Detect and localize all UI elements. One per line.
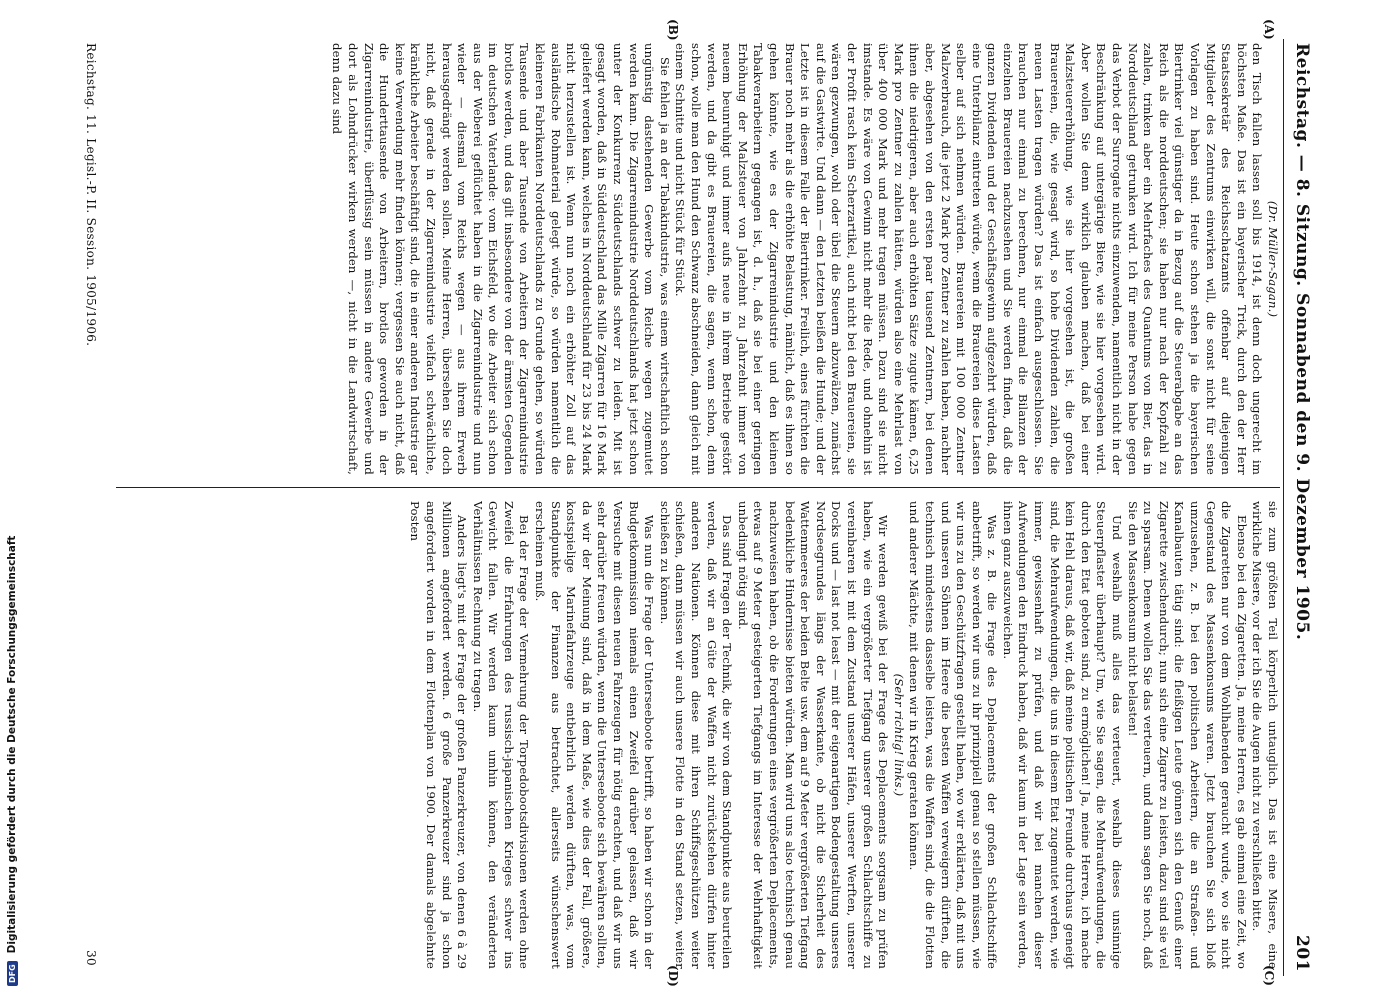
- right-paragraph-9: Anders liegt's mit der Frage der großen Panzerkreuzer, von denen 6 à 29 Millionen angefordert werden. 6 große Panzerkreuzer sind ja schon angefordert worden in dem Flottenplan von 1900. Der damals abgelehnte Posten: [408, 501, 470, 969]
- dfg-logo-icon: DFG: [7, 961, 18, 986]
- header-rule: [1283, 39, 1284, 976]
- margin-marker-a: (A): [1262, 19, 1276, 40]
- document-page: [60, 15, 1320, 990]
- margin-marker-d: (D): [666, 965, 680, 987]
- right-paragraph-8: Bei der Frage der Vermehrung der Torpedobootsdivisionen werden ohne Zweifel die Erfahrungen des russisch-japanischen Krieges schwer ins Gewicht fallen. Wir werden kaum umhin können, den veränderten Verhältnissen Rechnung zu tragen.: [470, 501, 532, 969]
- footer-sheet-number: 30: [84, 950, 98, 966]
- margin-marker-b: (B): [666, 19, 680, 41]
- interjection: (Sehr richtig! links.): [891, 673, 906, 797]
- right-column: [116, 501, 1280, 969]
- left-column: [116, 43, 1280, 475]
- page-number: 201: [1292, 935, 1312, 972]
- right-paragraph-1: sie zum größten Teil körperlich untauglich. Das ist eine Misere, eine wirkliche Misere, vor der ich Sie die Augen nicht zu verschließen bitte.: [1250, 501, 1280, 969]
- footer-publication: Reichstag. 11. Legisl.-P. II. Session. 1905/1906.: [84, 43, 98, 347]
- digitization-credit: [2, 0, 22, 1000]
- speaker-label: (Dr. Müller-Sagan.): [1266, 200, 1280, 318]
- page-footer: [74, 43, 98, 966]
- margin-marker-c: (C): [1262, 965, 1276, 986]
- scanned-page-frame: [60, 15, 1320, 990]
- column-divider: [116, 487, 1280, 488]
- right-paragraph-6: Das sind Fragen der Technik, die wir von dem Standpunkte aus beurteilen werden, daß wir an Güte der Waffen nicht zurückstehen dürfen hinter anderen Nationen. Können diese mit ihren Schiffsgeschützen weiter schießen, dann müssen wir auch unsere Flotte in den Stand setzen, weiter schießen zu können.: [657, 501, 735, 969]
- right-paragraph-5: Wir werden gewiß bei der Frage des Deplacements sorgsam zu prüfen haben, wie ein vergrößerter Tiefgang unserer großen Schlachtschiffe zu vereinbaren ist mit dem Zustand unserer Häfen, unserer Werften, unserer Docks und — last not least — mit der eigenartigen Bodengestaltung unseres Nordseegrundes längs der Wasserkante, ob nicht die Sicherheit des Wattenmeeres der beiden Belte usw. dem auf 9 Meter vergrößerten Tiefgang bedenkliche Hindernisse bieten würden. Man wird uns also technisch genau nachzuweisen haben, ob die Forderungen eines vergrößerten Deplacements, etwas auf 9 Meter gesteigerten Tiefgangs im Interesse der Wehrhaftigkeit unbedingt nötig sind.: [735, 501, 891, 969]
- running-header: [1284, 43, 1312, 972]
- digitization-credit-text: Digitalisierung gefördert durch die Deutsche Forschungsgemeinschaft: [6, 535, 18, 954]
- right-paragraph-2: Ebenso bei den Zigaretten. Ja, meine Herren, es gab einmal eine Zeit, wo die Zigaretten nur von dem Wohlhabenden geraucht wurde, wo sie nicht Gegenstand des Massenkonsums waren. Jetzt brauchen Sie sich bloß umzusehen, z. B. bei den politischen Arbeitern, die an Straßen- und Kanalbauten tätig sind: die fleißigen Leute gönnen sich den Genuß einer Zigarette zwischendurch; nun sich eine Zigarre zu leisten, dazu sind sie viel zu sparsam. Denen wollen Sie das verteuern, und dann sagen Sie noch, daß Sie den Massenkonsum nicht belasten!: [1125, 501, 1249, 969]
- right-paragraph-3: Und weshalb muß alles das verteuert, weshalb dieses unsinnige Steuerpflaster überhaupt? Um, wie Sie sagen, die Mehraufwendungen, die durch den Etat geboten sind, zu ermöglichen! Ja, meine Herren, ich mache kein Hehl daraus, daß wir, daß meine politischen Freunde durchaus geneigt sind, die Mehraufwendungen, die uns in diesem Etat zugemutet werden, wie immer, gewissenhaft zu prüfen, und daß wir bei manchen dieser Aufwendungen den Eindruck haben, daß wir kaum in der Lage sein werden, ihnen ganz auszuweichen.: [1000, 501, 1125, 969]
- left-paragraph-2: Sie fehlen ja an der Tabakindustrie, was einem wirtschaftlich schon ungünstig dastehenden Gewerbe vom Reiche wegen zugemutet werden kann. Die Zigarrenindustrie Norddeutschlands hat jetzt schon unter der Konkurrenz Süddeutschlands schwer zu leiden. Mit ist gesagt worden, daß in Süddeutschland das Mille Zigarren für 16 Mark geliefert werden kann, welches in Norddeutschland für 23 bis 24 Mark nicht herzustellen ist. Wenn nun noch ein erhöhter Zoll auf das ausländische Rohmaterial gelegt würde, so würden namentlich die kleineren Fabrikanten Norddeutschlands zu Grunde gehen, so würden Tausende und aber Tausende von Arbeitern der Zigarrenindustrie brotlos werden, und das gilt insbesondere von der ärmsten Gegenden im deutschen Vaterlande: vom Eichsfeld, wo die Arbeiter sich schon aus der Weberei geflüchtet haben in die Zigarrenindustrie und nun wieder — diesmal vom Reichs wegen — aus ihrem Erwerb herausgedrängt werden sollen. Meine Herren, übersehen Sie doch nicht, daß gerade in der Zigarrenindustrie vielfach schwächliche, kränkliche Arbeiter beschäftigt sind, die in einer anderen Industrie gar keine Verwendung mehr finden können; vergessen Sie auch nicht, daß die Hunderttausende von Arbeitern, brotlos geworden in der Zigarrenindustrie, überflüssig sein müssen in andere Gewerbe und dort als Lohndrücker wirken werden —, nicht in die Landwirtschaft, denn dazu sind: [330, 43, 672, 475]
- right-paragraph-4: Was z. B. die Frage des Deplacements der großen Schlachtschiffe anbetrifft, so werden wir uns zu ihr prinzipiell genau so stellen müssen, wie wir uns zu den Geschützfragen gestellt haben, wo wir erklärten, daß mit uns und unseren Söhnen im Heere die besten Waffen verweigern dürften, die technisch mindestens dasselbe leisten, was die Waffen sind, die die Flotten und anderer Mächte, mit denen wir in Krieg geraten können.: [907, 501, 1000, 969]
- left-paragraph-1: den Tisch fallen lassen soll bis 1914, ist denn doch ungerecht im höchsten Maße. Das ist ein bayerischer Trick, durch den der Herr Staatssekretär des Reichsschatzamts offenbar auf diejenigen Mitglieder des Zentrums einwirken will, die sonst nicht für seine Vorlagen zu haben sind. Heute schon stehen ja die bayerischen Biertrinker viel günstiger da in Bezug auf die Steuerabgabe an das Reich als die norddeutschen; sie haben nur nach der Kopfzahl zu zahlen, trinken aber ein Mehrfaches des Quantums von Bier, das in Norddeutschland getrunken wird. Ich für meine Person habe gegen das Verbot der Surrogate nichts einzuwenden, namentlich nicht in der Beschränkung auf untergärige Biere, wie sie hier vorgesehen wird. Aber wollen Sie denn wirklich glauben machen, daß bei einer Malzsteuererhöhung, wie sie hier vorgesehen ist, die großen Brauereien, die, wie gesagt wird, so hohe Dividenden zahlen, die neuen Lasten tragen würden? Das ist einfach ausgeschlossen. Sie brauchen nur einmal zu berechnen, nur einmal die Bilanzen der einzelnen Brauereien nachzusehen und Sie werden finden, daß die ganzen Dividenden und der Geschäftsgewinn aufgezehrt würden, daß eine Unterbilanz eintreten würde, wenn die Brauereien diese Lasten selber auf sich nehmen würden. Brauereien mit 100 000 Zentner Malzverbrauch, die jetzt 2 Mark pro Zentner zu zahlen haben, nachher aber, abgesehen von den ersten paar tausend Zentnern, bei denen ihnen die niedrigeren, aber auch erhöhten Sätze zugute kämen, 6,25 Mark pro Zentner zu zahlen hätten, würden also eine Mehrlast von über 400 000 Mark und mehr tragen müssen. Dazu sind sie nicht imstande. Es wäre von Gewinn nicht mehr die Rede, und ohnehin ist der Profit rasch kein Scherzartikel, auch nicht bei den Brauereien, sie wären gezwungen, wohl oder übel die Steuern abzuwälzen, zunächst auf die Gastwirte. Und dann — den Letzten beißen die Hunde; und der Letzte ist in diesem Falle der Biertrinker. Freilich, eines fürchten die Brauer noch mehr als die erhöhte Belastung, nämlich, daß es ihnen so gehen könnte, wie es der Zigarrenindustrie und den kleinen Tabakverarbeitern gegangen ist, d. h., daß sie bei einer geringen Erhöhung der Malzsteuer von Jahrzehnt zu Jahrzehnt immer von neuem beunruhigt und immer aufs neue in ihrem Betriebe gestört werden, und da gibt es Brauereien, die sagen, wenn schon, denn schon, wolle man den Hund den Schwanz abschneiden, dann gleich mit einem Schnitte und nicht Stück für Stück.: [673, 43, 1265, 475]
- running-head-title: Reichstag. — 8. Sitzung. Sonnabend den 9. Dezember 1905.: [1292, 43, 1312, 641]
- right-paragraph-7: Was nun die Frage der Unterseeboote betrifft, so haben wir schon in der Budgetkommission niemals einen Zweifel darüber gelassen, daß wir Versuche mit diesen neuen Fahrzeugen für nötig erachten, und daß wir uns sehr darüber freuen würden, wenn die Unterseeboote sich bewähren sollten, da wir der Meinung sind, daß in dem Maße, wie dies der Fall, größere, kostspielige Marinefahrzeuge entbehrlich werden dürften, was, vom Standpunkte der Finanzen aus betrachtet, allerseits wünschenswert erscheinen muß.: [533, 501, 657, 969]
